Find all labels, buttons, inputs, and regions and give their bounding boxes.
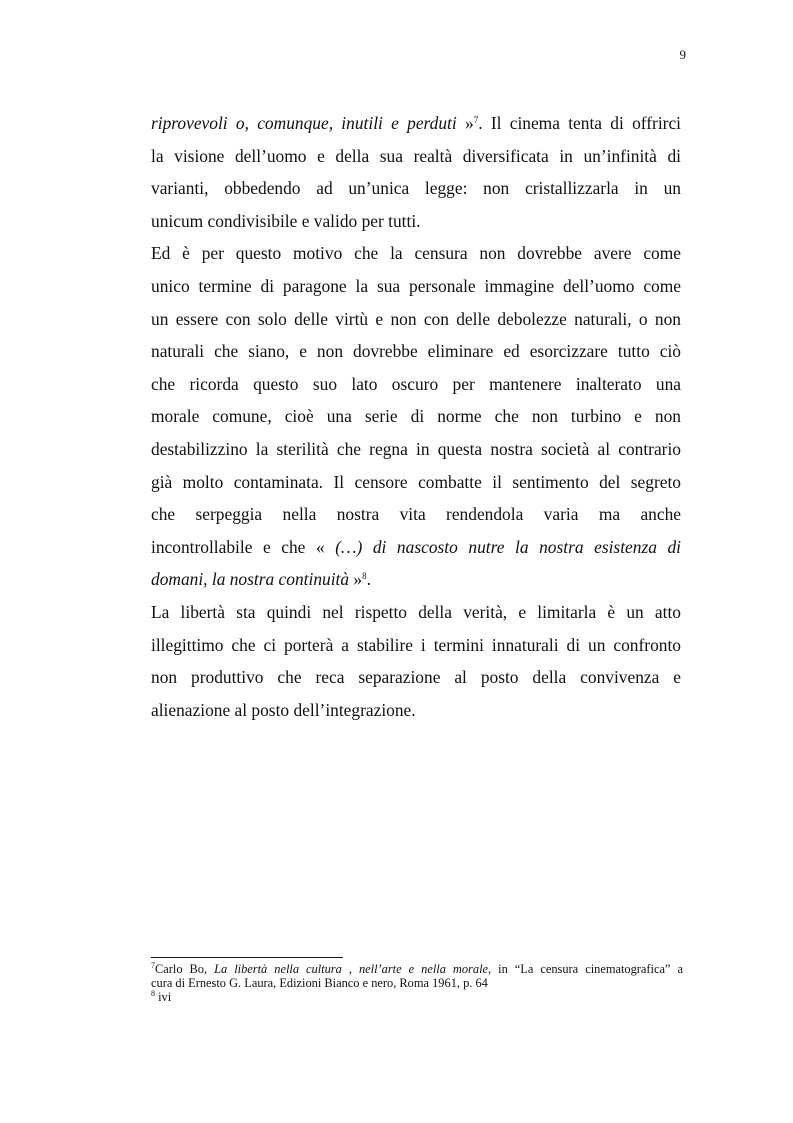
- quote-close: »: [456, 113, 474, 133]
- footnotes: [151, 962, 683, 1004]
- text-line-18: non produttivo che reca separazione al posto della convivenza e: [151, 667, 681, 688]
- text-line-12: già molto contaminata. Il censore combatte il sentimento del segreto: [151, 471, 681, 492]
- footnote-text: ivi: [155, 990, 172, 1004]
- text-line-8: naturali che siano, e non dovrebbe eliminare ed esorcizzare tutto ciò: [151, 341, 681, 362]
- footnote-8: [151, 990, 683, 1004]
- italic-quote: riprovevoli o, comunque, inutili e perduti: [151, 113, 457, 133]
- italic-quote: (…) di nascosto nutre la nostra esistenza di: [335, 536, 681, 557]
- footnote-title: La libertà nella cultura , nell’arte e nella morale: [214, 962, 489, 976]
- footnote-7-cont: cura di Ernesto G. Laura, Edizioni Bianco e nero, Roma 1961, p. 64: [151, 976, 488, 990]
- footnote-separator: [151, 957, 343, 958]
- text-line-16: La libertà sta quindi nel rispetto della verità, e limitarla è un atto: [151, 601, 681, 622]
- text-line-4: unicum condivisibile e valido per tutti.: [151, 210, 421, 231]
- footnote-number: 8: [151, 989, 155, 998]
- text-line-1: [151, 107, 681, 140]
- footnote-author: Carlo Bo,: [155, 962, 215, 976]
- footnote-ref-7[interactable]: 7: [473, 115, 479, 125]
- text-line-19: alienazione al posto dell’integrazione.: [151, 699, 416, 720]
- footnote-text: , in “La censura cinematografica” a: [488, 962, 683, 976]
- text-line-15: [151, 563, 681, 596]
- page-number: 9: [679, 47, 686, 62]
- body-text: [151, 107, 681, 726]
- footnote-7: [151, 962, 683, 976]
- footnote-number: 7: [151, 961, 155, 970]
- italic-quote: domani, la nostra continuità: [151, 569, 350, 590]
- text-line-13: che serpeggia nella nostra vita rendendola varia ma anche: [151, 504, 681, 525]
- line-text: incontrollabile e che «: [151, 536, 336, 557]
- line-text: .: [366, 569, 371, 590]
- quote-close: »: [349, 569, 363, 590]
- text-line-10: morale comune, cioè una serie di norme che non turbino e non: [151, 406, 681, 427]
- text-line-5: Ed è per questo motivo che la censura non dovrebbe avere come: [151, 243, 681, 264]
- text-line-11: destabilizzino la sterilità che regna in questa nostra società al contrario: [151, 438, 681, 459]
- text-line-9: che ricorda questo suo lato oscuro per mantenere inalterato una: [151, 373, 681, 394]
- line-text: . Il cinema tenta di offrirci: [478, 113, 682, 133]
- text-line-2: la visione dell’uomo e della sua realtà diversificata in un’infinità di: [151, 145, 681, 166]
- text-line-3: varianti, obbedendo ad un’unica legge: non cristallizzarla in un: [151, 178, 681, 199]
- text-line-14: [151, 531, 681, 564]
- text-line-17: illegittimo che ci porterà a stabilire i termini innaturali di un confronto: [151, 634, 681, 655]
- text-line-7: un essere con solo delle virtù e non con delle debolezze naturali, o non: [151, 308, 681, 329]
- text-line-6: unico termine di paragone la sua personale immagine dell’uomo come: [151, 275, 681, 296]
- footnote-ref-8[interactable]: 8: [362, 571, 367, 582]
